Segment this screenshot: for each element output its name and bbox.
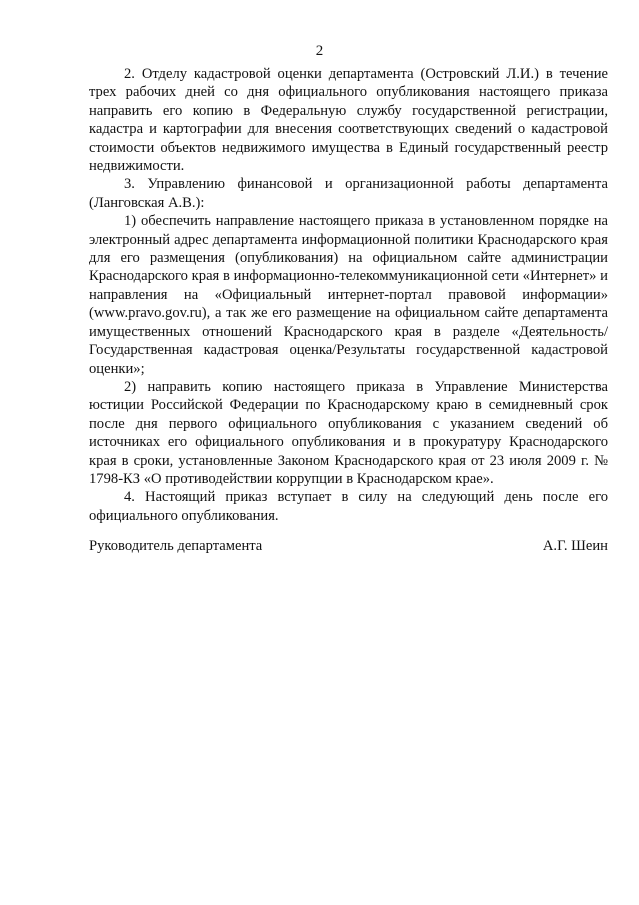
paragraph-item-3: 3. Управлению финансовой и организационной работы департамента (Ланговская А.В.): — [89, 176, 608, 211]
signatory-name: А.Г. Шеин — [542, 538, 608, 554]
paragraph-subitem-2: 2) направить копию настоящего приказа в Управление Министерства юстиции Российской Федерации по Краснодарскому краю в семидневный срок после дня первого официального опубликования с указанием сведений об источниках его официального опубликования и в прокуратуру Краснодарского края в сроки, установленные Законом Краснодарского края от 23 июля 2009 г. № 1798-КЗ «О противодействии коррупции в Краснодарском крае». — [89, 378, 608, 487]
signatory-position: Руководитель департамента — [89, 538, 263, 554]
page-number: 2 — [315, 43, 324, 59]
paragraph-item-4: 4. Настоящий приказ вступает в силу на следующий день после его официального опубликования. — [89, 489, 608, 524]
document-body — [89, 65, 608, 525]
signature-block — [89, 537, 608, 555]
paragraph-item-2: 2. Отделу кадастровой оценки департамента (Островский Л.И.) в течение трех рабочих дней со дня официального опубликования настоящего приказа направить его копию в Федеральную службу государственной регистрации, кадастра и картографии для внесения соответствующих сведений о кадастровой стоимости объектов недвижимого имущества в Единый государственный реестр недвижимости. — [89, 66, 608, 175]
paragraph-subitem-1: 1) обеспечить направление настоящего приказа в установленном порядке на электронный адрес департамента информационной политики Краснодарского края для его размещения (опубликования) на официальном сайте администрации Краснодарского края в информационно-телекоммуникационной сети «Интернет» и направления на «Официальный интернет-портал правовой информации» (www.pravo.gov.ru), а так же его размещение на официальном сайте департамента имущественных отношений Краснодарского края в разделе «Деятельность/Государственная кадастровая оценка/Результаты государственной кадастровой оценки»; — [89, 213, 608, 377]
